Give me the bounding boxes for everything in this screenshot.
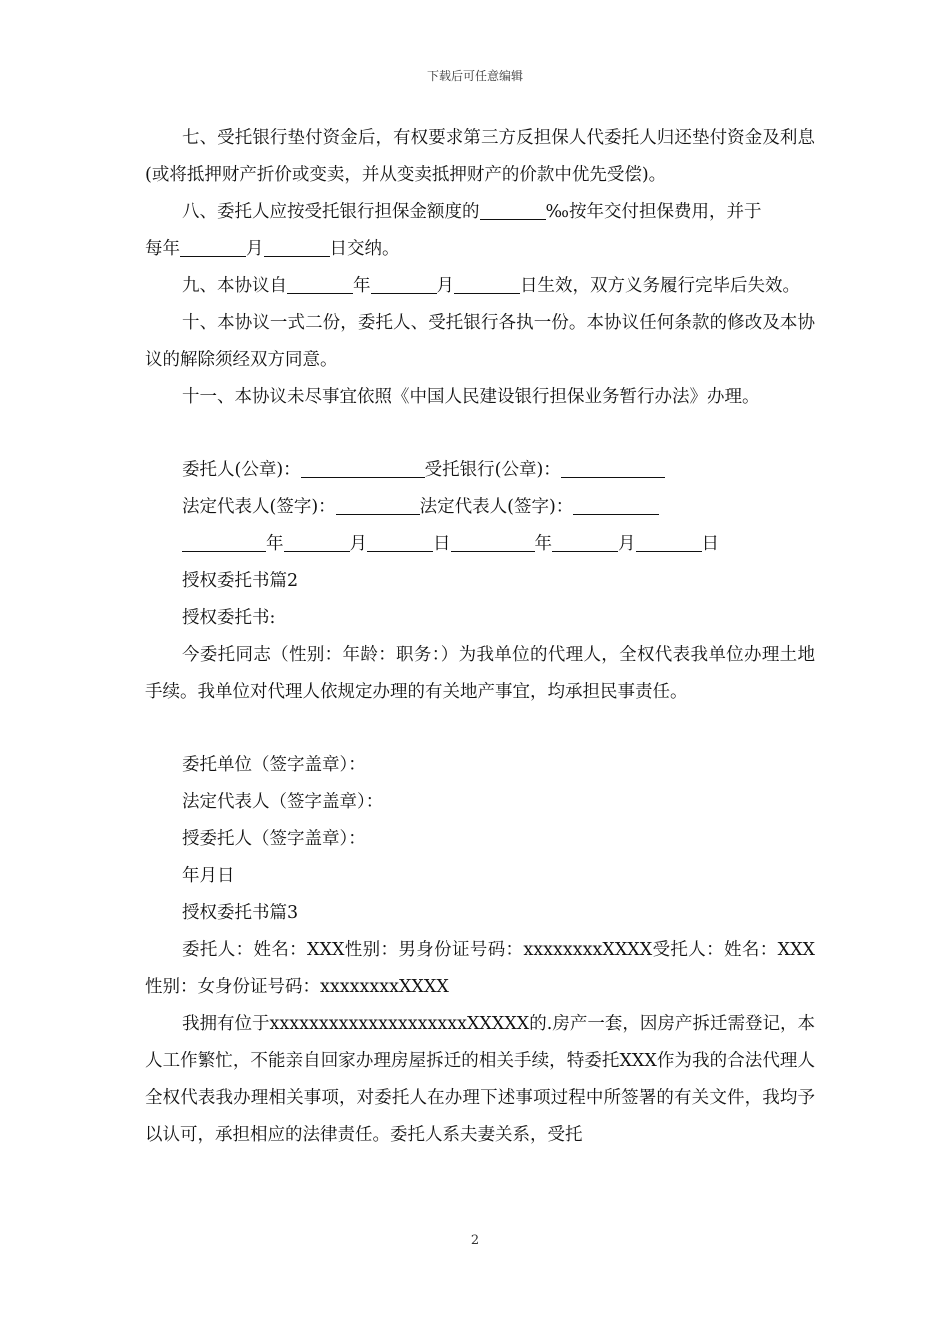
day-label: 日 (433, 534, 451, 554)
clause-8 (145, 194, 815, 231)
blank-line (287, 271, 353, 294)
bank-seal-label: 受托银行(公章)： (424, 460, 561, 480)
clause-8-text: ‰按年交付担保费用，并于 (545, 202, 762, 222)
date-line (145, 526, 815, 563)
section-3-title: 授权委托书篇3 (182, 903, 299, 923)
blank-line (284, 529, 350, 552)
clause-8-text: 日交纳。 (329, 239, 400, 259)
month-label: 月 (618, 534, 636, 554)
clause-8-text: 月 (246, 239, 264, 259)
blank-line (552, 529, 618, 552)
blank-line (371, 271, 437, 294)
document-body (145, 120, 815, 1154)
year-label: 年 (266, 534, 284, 554)
clause-9 (145, 268, 815, 305)
section-3-body: 我拥有位于xxxxxxxxxxxxxxxxxxxxXXXXX的.房产一套，因房产拆迁需登记，本人工作繁忙，不能亲自回家办理房屋拆迁的相关手续，特委托XXX作为我的合法代理人全权代表我办理相关事项，对委托人在办理下述事项过程中所签署的有关文件，我均予以认可，承担相应的法律责任。委托人系夫妻关系，受托 (145, 1014, 815, 1145)
clause-8-text: 八、委托人应按受托银行担保金额度的 (182, 202, 480, 222)
clause-8-text: 每年 (145, 239, 180, 259)
page-header: 下载后可任意编辑 (426, 69, 523, 83)
clause-7: 七、受托银行垫付资金后，有权要求第三方反担保人代委托人归还垫付资金及利息(或将抵押财产折价或变卖，并从变卖抵押财产的价款中优先受偿)。 (145, 128, 815, 185)
section-2-date: 年月日 (182, 866, 235, 886)
seal-line (145, 452, 815, 489)
legal-rep-label: 法定代表人(签字)： (419, 497, 574, 517)
blank-line (336, 492, 420, 515)
blank-line (180, 234, 246, 257)
principal-seal-label: 委托人(公章)： (182, 460, 301, 480)
clause-9-text: 年 (353, 276, 371, 296)
section-3-persons: 委托人：姓名：XXX性别：男身份证号码：xxxxxxxxXXXX受托人：姓名：XXX性别：女身份证号码：xxxxxxxxXXXX (145, 940, 815, 997)
legal-rep-line (145, 489, 815, 526)
clause-9-text: 日生效，双方义务履行完毕后失效。 (520, 276, 800, 296)
legal-rep-signature: 法定代表人（签字盖章）： (182, 792, 384, 812)
clause-9-text: 九、本协议自 (182, 276, 287, 296)
page-number: 2 (470, 1233, 480, 1248)
section-2-title: 授权委托书篇2 (182, 571, 299, 591)
clause-9-text: 月 (436, 276, 454, 296)
blank-line (480, 197, 546, 220)
blank-line (636, 529, 702, 552)
entrust-unit-signature: 委托单位（签字盖章）： (182, 755, 366, 775)
section-2-body: 今委托同志（性别：年龄：职务：）为我单位的代理人，全权代表我单位办理土地手续。我单位对代理人依规定办理的有关地产事宜，均承担民事责任。 (145, 645, 815, 702)
blank-line (454, 271, 520, 294)
month-label: 月 (349, 534, 367, 554)
year-label: 年 (534, 534, 552, 554)
clause-10: 十、本协议一式二份，委托人、受托银行各执一份。本协议任何条款的修改及本协议的解除须经双方同意。 (145, 313, 815, 370)
section-2-subtitle: 授权委托书: (182, 608, 276, 628)
blank-line (451, 529, 535, 552)
blank-line (367, 529, 433, 552)
authorized-signature: 授委托人（签字盖章）： (182, 829, 366, 849)
blank-line (301, 455, 425, 478)
day-label: 日 (701, 534, 719, 554)
blank-line (573, 492, 659, 515)
blank-line (182, 529, 266, 552)
clause-8-cont (145, 231, 815, 268)
clause-11: 十一、本协议未尽事宜依照《中国人民建设银行担保业务暂行办法》办理。 (182, 387, 760, 407)
legal-rep-label: 法定代表人(签字)： (182, 497, 336, 517)
blank-line (264, 234, 330, 257)
blank-line (561, 455, 665, 478)
